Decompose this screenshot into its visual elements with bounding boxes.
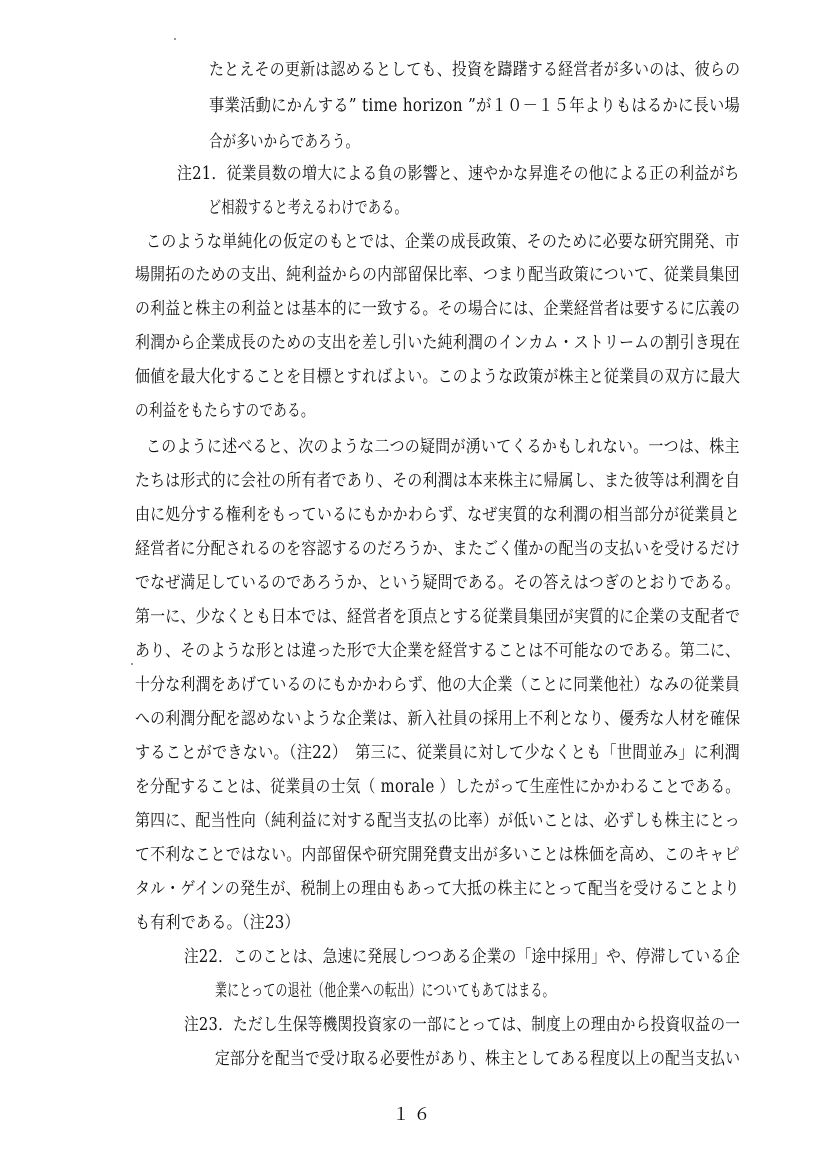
text-line: も有利である。（注23） bbox=[135, 913, 300, 933]
text-line: 価値を最大化することを目標とすればよい。このような政策が株主と従業員の双方に最大 bbox=[135, 367, 741, 387]
text-line: 場開拓のための支出、純利益からの内部留保比率、つまり配当政策について、従業員集団 bbox=[135, 265, 740, 285]
text-line: ど相殺すると考えるわけである。 bbox=[208, 198, 408, 218]
text-line: 注22．このことは、急速に発展しつつある企業の「途中採用」や、停滞している企 bbox=[184, 947, 741, 967]
text-line: て不利なことではない。内部留保や研究開発費支出が多いことは株価を高め、このキャピ bbox=[135, 845, 740, 865]
text-line: することができない。（注22） 第三に、従業員に対して少なくとも「世間並み」に利潤 bbox=[135, 743, 740, 763]
text-line: このように述べると、次のような二つの疑問が湧いてくるかもしれない。一つは、株主 bbox=[146, 437, 740, 457]
text-line: タル・ゲインの発生が、税制上の理由もあって大抵の株主にとって配当を受けることより bbox=[135, 879, 740, 899]
text-line: このような単純化の仮定のもとでは、企業の成長政策、そのために必要な研究開発、市 bbox=[146, 232, 740, 252]
page-number: １６ bbox=[392, 1105, 435, 1125]
text-line: を分配することは、従業員の士気（ morale ）したがって生産性にかかわることである。 bbox=[135, 777, 741, 797]
text-line: でなぜ満足しているのであろうか、という疑問である。その答えはつぎのとおりである。 bbox=[135, 573, 741, 593]
text-line: 第四に、配当性向（純利益に対する配当支払の比率）が低いことは、必ずしも株主にとっ bbox=[135, 811, 740, 831]
text-line: 経営者に分配されるのを容認するのだろうか、またごく僅かの配当の支払いを受けるだけ bbox=[135, 539, 741, 559]
text-line: 利潤から企業成長のための支出を差し引いた純利潤のインカム・ストリームの割引き現在 bbox=[135, 333, 741, 353]
scan-speck bbox=[131, 663, 133, 665]
text-line: の利益をもたらすのである。 bbox=[135, 401, 315, 421]
text-line: 注21．従業員数の増大による負の影響と、速やかな昇進その他による正の利益がち bbox=[177, 164, 740, 184]
text-line: への利潤分配を認めないような企業は、新入社員の採用上不利となり、優秀な人材を確保 bbox=[135, 709, 741, 729]
scan-speck bbox=[174, 38, 176, 40]
text-line: あり、そのような形とは違った形で大企業を経営することは不可能なのである。第二に、 bbox=[135, 641, 741, 661]
text-line: 合が多いからであろう。 bbox=[209, 132, 360, 152]
text-line: の利益と株主の利益とは基本的に一致する。その場合には、企業経営者は要するに広義の bbox=[135, 299, 741, 319]
text-line: 由に処分する権利をもっているにもかかわらず、なぜ実質的な利潤の相当部分が従業員と bbox=[135, 505, 740, 525]
text-line: 十分な利潤をあげているのにもかかわらず、他の大企業（ことに同業他社）なみの従業員 bbox=[135, 675, 740, 695]
text-line: たちは形式的に会社の所有者であり、その利潤は本来株主に帰属し、また彼等は利潤を自 bbox=[135, 471, 741, 491]
text-line: 業にとっての退社（他企業への転出）についてもあてはまる。 bbox=[215, 981, 555, 1001]
text-line: 定部分を配当で受け取る必要性があり、株主としてある程度以上の配当支払い bbox=[215, 1049, 741, 1069]
text-line: 事業活動にかんする” time horizon ”が１０－１５年よりもはるかに長い場 bbox=[209, 96, 741, 116]
text-line: 第一に、少なくとも日本では、経営者を頂点とする従業員集団が実質的に企業の支配者で bbox=[135, 607, 741, 627]
text-line: たとえその更新は認めるとしても、投資を躊躇する経営者が多いのは、彼らの bbox=[209, 60, 741, 80]
text-line: 注23．ただし生保等機関投資家の一部にとっては、制度上の理由から投資収益の一 bbox=[184, 1015, 741, 1035]
